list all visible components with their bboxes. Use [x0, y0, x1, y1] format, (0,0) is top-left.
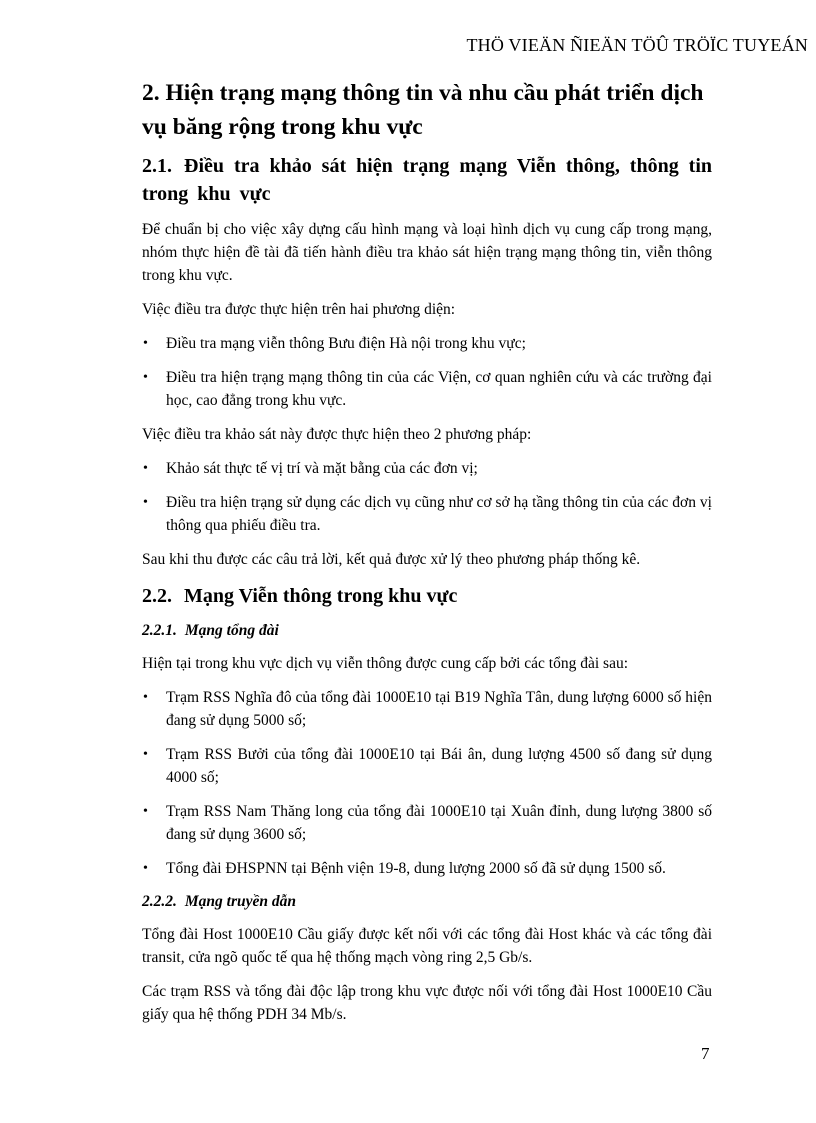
list-item [142, 743, 712, 789]
methods-list [142, 457, 712, 537]
methods-intro: Việc điều tra khảo sát này được thực hiện theo 2 phương pháp: [142, 426, 532, 443]
list-item [142, 366, 712, 412]
bullet-icon: • [143, 804, 148, 819]
bullet-icon: • [143, 861, 148, 876]
exchanges-intro: Hiện tại trong khu vực dịch vụ viễn thông được cung cấp bởi các tổng đài sau: [142, 655, 629, 672]
page-number: 7 [701, 1044, 710, 1063]
section-2-2-1-heading [142, 620, 712, 642]
bullet-icon: • [143, 690, 148, 705]
section-2-1-number: 2.1. [142, 155, 172, 177]
bullet-icon: • [143, 747, 148, 762]
page-content [142, 76, 712, 1037]
list-item [142, 686, 712, 732]
list-item [142, 857, 712, 880]
transmission-paragraph-1: Tổng đài Host 1000E10 Cầu giấy được kết nối với các tổng đài Host khác và các tổng đài transit, cửa ngõ quốc tế qua hệ thống mạch vòng ring 2,5 Gb/s. [142, 926, 712, 966]
list-item [142, 332, 712, 355]
section-2-heading: 2. Hiện trạng mạng thông tin và nhu cầu phát triển dịch vụ băng rộng trong khu vực [142, 80, 704, 140]
transmission-paragraph-2: Các trạm RSS và tổng đài độc lập trong khu vực được nối với tổng đài Host 1000E10 Cầu giấy qua hệ thống PDH 34 Mb/s. [142, 983, 712, 1023]
section-2-2-2-number: 2.2.2. [142, 893, 177, 910]
aspects-intro: Việc điều tra được thực hiện trên hai phương diện: [142, 301, 456, 318]
section-2-2-2-heading [142, 891, 712, 913]
bullet-icon: • [143, 461, 148, 476]
aspects-list [142, 332, 712, 412]
section-2-2-title: Mạng Viễn thông trong khu vực [184, 585, 458, 607]
list-item-text: Trạm RSS Nghĩa đô của tổng đài 1000E10 tại B19 Nghĩa Tân, dung lượng 6000 số hiện đang sử dụng 5000 số; [166, 689, 712, 729]
running-header: THÖ VIEÄN ÑIEÄN TÖÛ TRÖÏC TUYEÁN [466, 35, 808, 55]
section-2-1-title: Điều tra khảo sát hiện trạng mạng Viễn thông, thông tin trong khu vực [142, 155, 712, 205]
list-item [142, 800, 712, 846]
list-item [142, 491, 712, 537]
list-item-text: Điều tra hiện trạng sử dụng các dịch vụ cũng như cơ sở hạ tầng thông tin của các đơn vị thông qua phiếu điều tra. [166, 494, 712, 534]
section-2-2-1-number: 2.2.1. [142, 622, 177, 639]
list-item-text: Điều tra hiện trạng mạng thông tin của các Viện, cơ quan nghiên cứu và các trường đại học, cao đẳng trong khu vực. [166, 369, 712, 409]
list-item-text: Tổng đài ĐHSPNN tại Bệnh viện 19-8, dung lượng 2000 số đã sử dụng 1500 số. [166, 860, 666, 877]
section-2-2-heading [142, 582, 712, 610]
section-2-2-2-title: Mạng truyền dẫn [184, 893, 296, 910]
section-2-1-heading [142, 152, 712, 208]
list-item-text: Điều tra mạng viễn thông Bưu điện Hà nội trong khu vực; [166, 335, 526, 352]
section-2-2-1-title: Mạng tổng đài [184, 622, 279, 639]
list-item-text: Khảo sát thực tế vị trí và mặt bằng của các đơn vị; [166, 460, 478, 477]
section-2-2-number: 2.2. [142, 585, 172, 607]
exchanges-list [142, 686, 712, 880]
list-item-text: Trạm RSS Nam Thăng long của tổng đài 1000E10 tại Xuân đỉnh, dung lượng 3800 số đang sử dụng 3600 số; [166, 803, 712, 843]
bullet-icon: • [143, 370, 148, 385]
bullet-icon: • [143, 336, 148, 351]
list-item-text: Trạm RSS Bưởi của tổng đài 1000E10 tại Bái ân, dung lượng 4500 số đang sử dụng 4000 số; [166, 746, 712, 786]
section-2-1-conclusion: Sau khi thu được các câu trả lời, kết quả được xử lý theo phương pháp thống kê. [142, 551, 641, 568]
bullet-icon: • [143, 495, 148, 510]
list-item [142, 457, 712, 480]
section-2-1-intro: Để chuẩn bị cho việc xây dựng cấu hình mạng và loại hình dịch vụ cung cấp trong mạng, nhóm thực hiện đề tài đã tiến hành điều tra khảo sát hiện trạng mạng thông tin, viễn thông trong khu vực. [142, 221, 712, 284]
